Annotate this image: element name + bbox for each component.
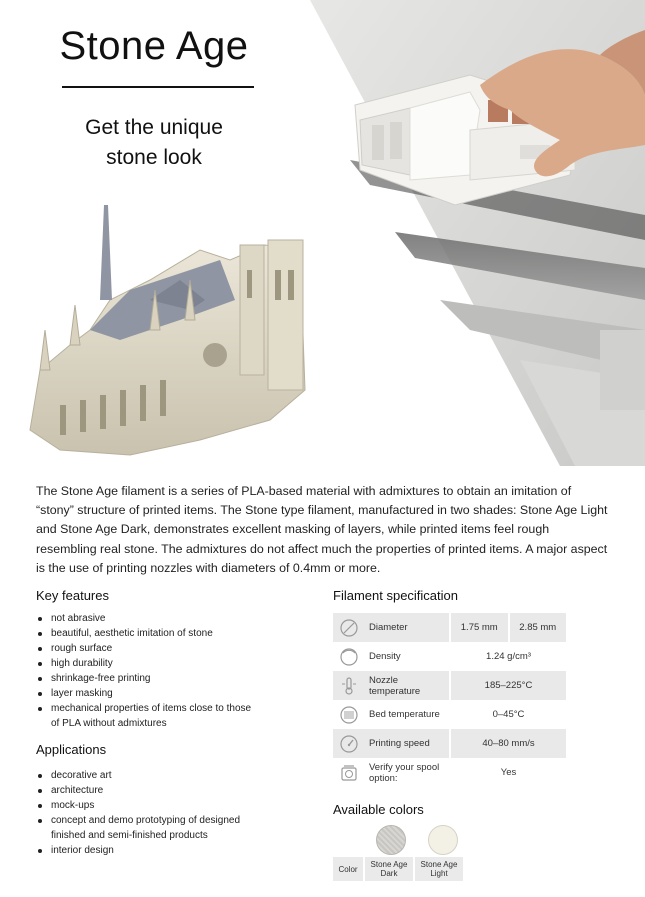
cathedral-spire [100, 205, 112, 300]
spec-heading: Filament specification [333, 588, 458, 603]
speedometer-icon [333, 729, 365, 758]
list-item: concept and demo prototyping of designed [36, 813, 286, 828]
color-swatch-light [428, 825, 458, 855]
color-name-light [415, 857, 463, 881]
spec-value [451, 613, 566, 642]
scale-icon [333, 758, 365, 787]
available-colors-heading: Available colors [333, 802, 424, 817]
list-item: mock-ups [36, 798, 286, 813]
color-swatch-dark [376, 825, 406, 855]
diameter-icon [333, 613, 365, 642]
key-features-list [36, 611, 286, 731]
list-item: decorative art [36, 768, 286, 783]
spec-row-bed-temp [333, 700, 566, 729]
color-name-line: Stone Age [420, 860, 458, 869]
spec-label-line: option: [369, 772, 398, 784]
spec-label: Density [369, 651, 401, 662]
spec-label-line: Verify your spool [369, 761, 440, 773]
cathedral-model [30, 205, 305, 455]
spec-label: Printing speed [369, 738, 430, 749]
title-underline [62, 86, 254, 88]
spec-row-diameter [333, 613, 566, 642]
bed-heat-icon [333, 700, 365, 729]
spec-label [365, 675, 451, 697]
list-item-continuation: of PLA without admixtures [51, 718, 167, 729]
spec-row-density [333, 642, 566, 671]
spec-table [333, 613, 566, 787]
spec-label-line: Nozzle [369, 674, 399, 686]
page-subtitle [40, 113, 268, 173]
spec-row-nozzle-temp [333, 671, 566, 700]
spec-value: 40–80 mm/s [482, 738, 535, 749]
spec-row-print-speed [333, 729, 566, 758]
spec-value: 1.24 g/cm³ [486, 651, 531, 662]
list-item-continuation: finished and semi-finished products [51, 830, 208, 841]
key-features-heading: Key features [36, 588, 109, 603]
applications-heading: Applications [36, 742, 107, 757]
page-title: Stone Age [59, 24, 249, 68]
list-item: architecture [36, 783, 286, 798]
list-item: shrinkage-free printing [36, 671, 286, 686]
intro-paragraph: The Stone Age filament is a series of PLA-based material with admixtures to obtain an imitation of “stony” structure of printed items. The Stone type filament, manufactured in two shades: Stone Age Light and Stone Age Dark, demonstrates excellent masking of layers, while printed items feel rough resembling real stone. The admixtures do not affect much the properties of printed items. A major aspect is the use of printing nozzles with diameters of 0.4mm or more. [36, 484, 608, 575]
spec-value: 0–45°C [492, 709, 525, 720]
spec-value: 185–225°C [484, 680, 533, 691]
spec-label: Bed temperature [369, 709, 440, 720]
list-item: not abrasive [36, 611, 286, 626]
subtitle-line: Get the unique [85, 116, 223, 139]
subtitle-line: stone look [106, 146, 202, 169]
list-item: high durability [36, 656, 286, 671]
spec-value: Yes [500, 767, 517, 778]
list-item: beautiful, aesthetic imitation of stone [36, 626, 286, 641]
diameter-value-285: 2.85 mm [508, 613, 567, 642]
spec-label [365, 762, 451, 784]
spec-label: Diameter [369, 622, 408, 633]
list-item: mechanical properties of items close to those [36, 701, 286, 716]
color-name-line: Light [430, 869, 448, 878]
color-name-line: Dark [380, 869, 398, 878]
color-name-line: Stone Age [370, 860, 408, 869]
nozzle-thermometer-icon [333, 671, 365, 700]
list-item: rough surface [36, 641, 286, 656]
spec-label-line: temperature [369, 685, 421, 697]
applications-list [36, 768, 286, 858]
spool-icon [333, 642, 365, 671]
color-options-table [333, 857, 463, 881]
color-name-dark [365, 857, 413, 881]
list-item: layer masking [36, 686, 286, 701]
color-label: Color [333, 857, 363, 881]
list-item: interior design [36, 843, 286, 858]
spec-row-spool-option [333, 758, 566, 787]
diameter-value-175: 1.75 mm [460, 622, 498, 633]
